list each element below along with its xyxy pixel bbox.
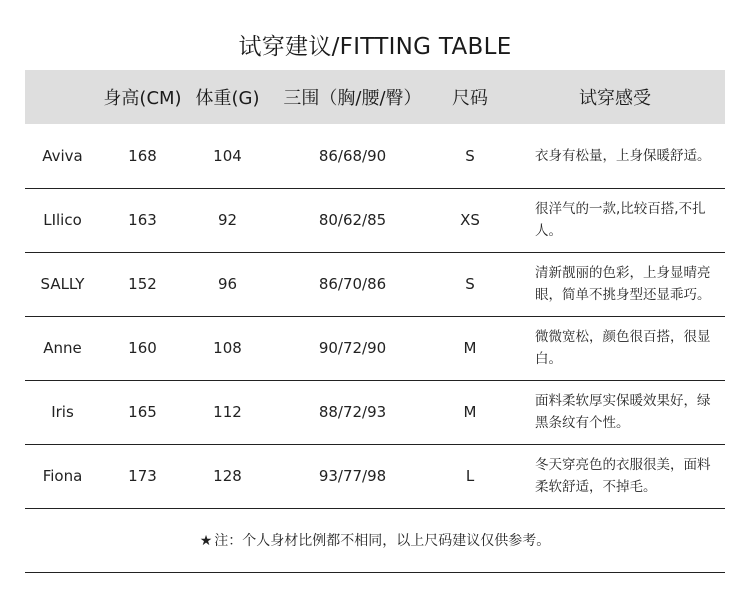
cell-measurements: 90/72/90: [270, 316, 435, 380]
cell-feedback: 面料柔软厚实保暖效果好，绿黑条纹有个性。: [505, 380, 725, 444]
cell-height: 173: [100, 444, 185, 508]
header-name: [25, 70, 100, 124]
header-feedback: 试穿感受: [579, 88, 651, 109]
cell-size: S: [435, 252, 505, 316]
cell-measurements: 86/70/86: [270, 252, 435, 316]
fitting-table: [25, 70, 725, 573]
cell-measurements: 80/62/85: [270, 188, 435, 252]
cell-size: M: [435, 380, 505, 444]
header-weight: 体重(G): [195, 88, 260, 109]
table-row: [25, 188, 725, 252]
page-title: 试穿建议/FITTING TABLE: [238, 34, 512, 60]
footnote: [25, 508, 725, 572]
cell-size: M: [435, 316, 505, 380]
table-row: [25, 124, 725, 188]
cell-height: 165: [100, 380, 185, 444]
cell-name: Fiona: [25, 444, 100, 508]
cell-height: 152: [100, 252, 185, 316]
cell-size: S: [465, 146, 475, 165]
cell-weight: 112: [185, 380, 270, 444]
cell-name: Anne: [25, 316, 100, 380]
footnote-text: 注：个人身材比例都不相同，以上尺码建议仅供参考。: [214, 533, 551, 549]
cell-measurements: 93/77/98: [270, 444, 435, 508]
cell-weight: 96: [185, 252, 270, 316]
cell-feedback: 衣身有松量，上身保暖舒适。: [535, 147, 711, 164]
table-header-row: [25, 70, 725, 124]
table-row: [25, 316, 725, 380]
cell-height: 168: [128, 146, 157, 165]
table-row: [25, 380, 725, 444]
cell-name: SALLY: [25, 252, 100, 316]
note-row: [25, 508, 725, 572]
cell-size: XS: [435, 188, 505, 252]
cell-size: L: [435, 444, 505, 508]
star-icon: ★: [199, 533, 213, 549]
cell-feedback: 很洋气的一款,比较百搭,不扎人。: [505, 188, 725, 252]
cell-weight: 104: [213, 146, 242, 165]
cell-weight: 108: [185, 316, 270, 380]
cell-name: Iris: [25, 380, 100, 444]
cell-measurements: 88/72/93: [270, 380, 435, 444]
header-size: 尺码: [452, 88, 488, 109]
cell-weight: 128: [185, 444, 270, 508]
cell-name: LIlico: [25, 188, 100, 252]
header-measurements: 三围（胸/腰/臀）: [283, 88, 422, 109]
cell-height: 163: [100, 188, 185, 252]
cell-feedback: 冬天穿亮色的衣服很美，面料柔软舒适，不掉毛。: [505, 444, 725, 508]
cell-height: 160: [100, 316, 185, 380]
cell-feedback: 微微宽松，颜色很百搭，很显白。: [505, 316, 725, 380]
cell-weight: 92: [185, 188, 270, 252]
cell-feedback: 清新靓丽的色彩，上身显晴亮眼，简单不挑身型还显乖巧。: [505, 252, 725, 316]
cell-measurements: 86/68/90: [318, 146, 387, 165]
cell-name: Aviva: [42, 146, 83, 165]
table-row: [25, 252, 725, 316]
table-row: [25, 444, 725, 508]
header-height: 身高(CM): [103, 88, 182, 109]
